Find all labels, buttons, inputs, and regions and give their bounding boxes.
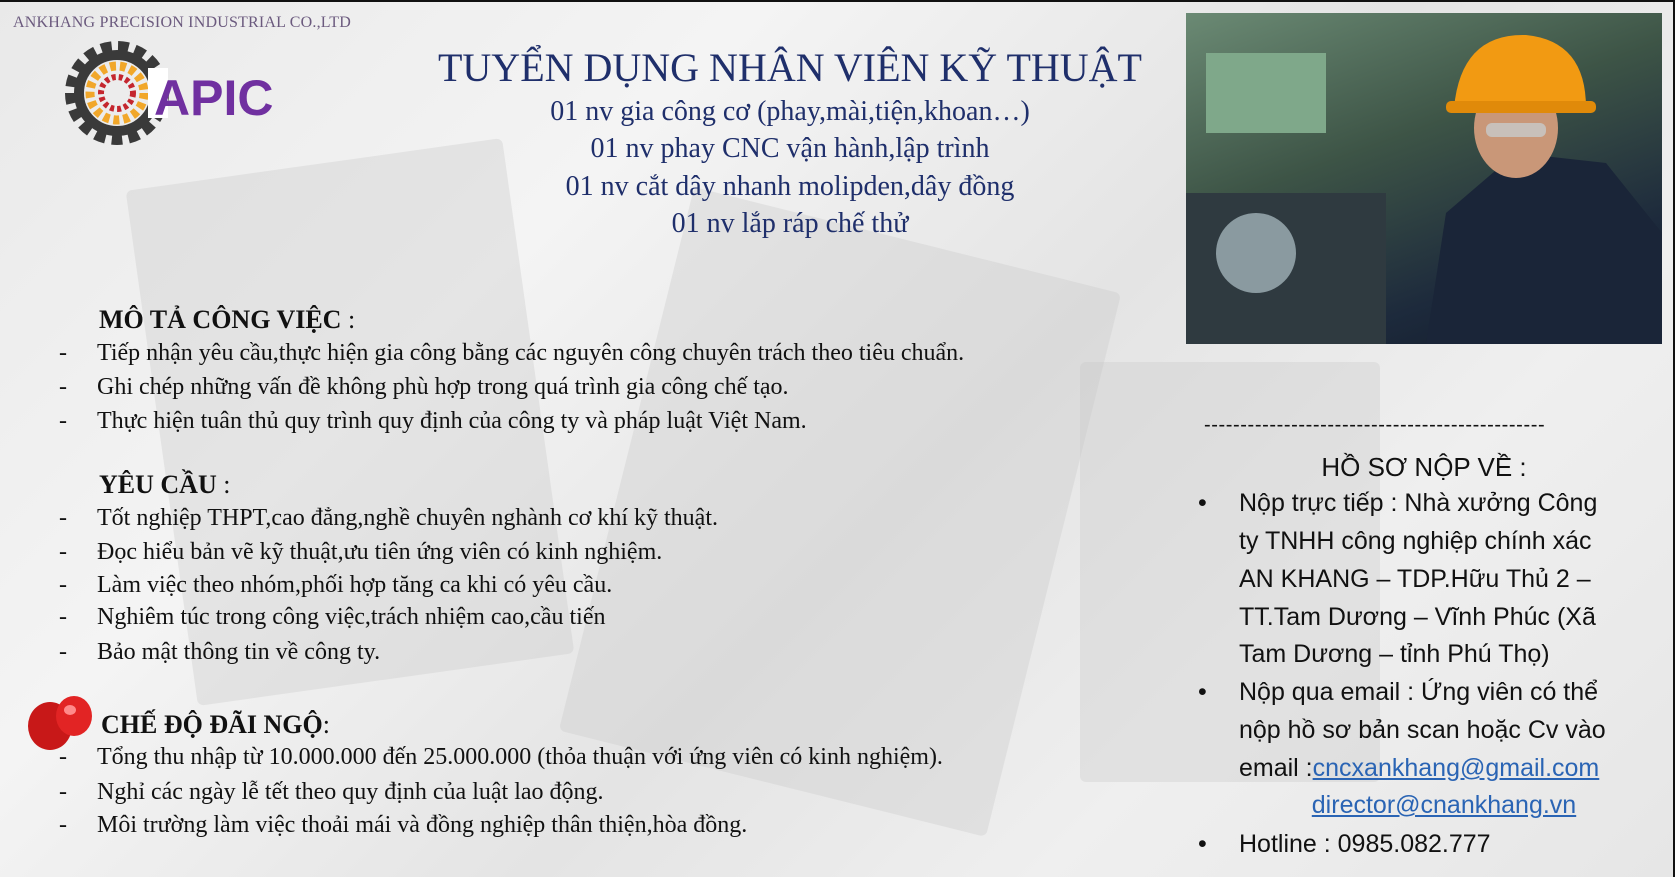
list-item: - Tốt nghiệp THPT,cao đẳng,nghề chuyên nghành cơ khí kỹ thuật. — [59, 505, 718, 531]
list-item: - Nghỉ các ngày lễ tết theo quy định của luật lao động. — [59, 779, 604, 805]
address-line: AN KHANG – TDP.Hữu Thủ 2 – — [1239, 565, 1591, 593]
list-item: - Tổng thu nhập từ 10.000.000 đến 25.000.000 (thỏa thuận với ứng viên có kinh nghiệm). — [59, 744, 943, 770]
bullet-icon: • — [1198, 489, 1207, 517]
position-item: 01 nv lắp ráp chế thử — [671, 208, 909, 239]
hotline: Hotline : 0985.082.777 — [1239, 830, 1491, 858]
address-line: Tam Dương – tỉnh Phú Thọ) — [1239, 640, 1550, 668]
email-line-2 — [1239, 791, 1649, 820]
page-title: TUYỂN DỤNG NHÂN VIÊN KỸ THUẬT — [437, 45, 1142, 90]
address-line: TT.Tam Dương – Vĩnh Phúc (Xã — [1239, 603, 1596, 631]
list-item: - Tiếp nhận yêu cầu,thực hiện gia công bằng các nguyên công chuyên trách theo tiêu chuẩn. — [59, 340, 965, 366]
address-line: Nộp trực tiếp : Nhà xưởng Công — [1239, 489, 1598, 517]
position-item: 01 nv cắt dây nhanh molipden,dây đồng — [565, 171, 1015, 202]
list-item: - Môi trường làm việc thoải mái và đồng nghiệp thân thiện,hòa đồng. — [59, 812, 748, 838]
divider: ----------------------------------------------- — [1204, 414, 1546, 436]
bullet-icon: • — [1198, 830, 1207, 858]
bullet-icon: • — [1198, 678, 1207, 706]
list-item: - Bảo mật thông tin về công ty. — [59, 639, 381, 665]
email-info-line: Nộp qua email : Ứng viên có thể — [1239, 678, 1599, 706]
email-info-line: nộp hồ sơ bản scan hoặc Cv vào — [1239, 716, 1606, 744]
list-item: - Làm việc theo nhóm,phối hợp tăng ca khi có yêu cầu. — [59, 572, 613, 598]
logo-text: APIC — [154, 70, 274, 126]
email-link-director[interactable]: director@cnankhang.vn — [1311, 791, 1577, 819]
requirements-heading: YÊU CẦU : — [99, 470, 231, 499]
email-link-gmail[interactable]: cncxankhang@gmail.com — [1312, 754, 1600, 782]
apic-logo — [62, 38, 277, 148]
list-item: - Thực hiện tuân thủ quy trình quy định của công ty và pháp luật Việt Nam. — [59, 408, 807, 434]
company-name: ANKHANG PRECISION INDUSTRIAL CO.,LTD — [13, 14, 352, 31]
list-item: - Nghiêm túc trong công việc,trách nhiệm cao,cầu tiến — [59, 604, 606, 630]
list-item: - Đọc hiểu bản vẽ kỹ thuật,ưu tiên ứng viên có kinh nghiệm. — [59, 539, 663, 565]
email-line: email :cncxankhang@gmail.com — [1239, 754, 1600, 782]
worker-photo — [1186, 13, 1662, 344]
position-item: 01 nv gia công cơ (phay,mài,tiện,khoan…) — [550, 96, 1030, 127]
position-item: 01 nv phay CNC vận hành,lập trình — [590, 133, 990, 164]
benefits-heading: CHẾ ĐỘ ĐÃI NGỘ: — [101, 710, 330, 739]
list-item: - Ghi chép những vấn đề không phù hợp trong quá trình gia công chế tạo. — [59, 374, 789, 400]
application-heading: HỒ SƠ NỘP VỀ : — [1321, 452, 1527, 482]
job-description-heading: MÔ TẢ CÔNG VIỆC : — [99, 305, 356, 334]
address-line: ty TNHH công nghiệp chính xác — [1239, 527, 1592, 555]
